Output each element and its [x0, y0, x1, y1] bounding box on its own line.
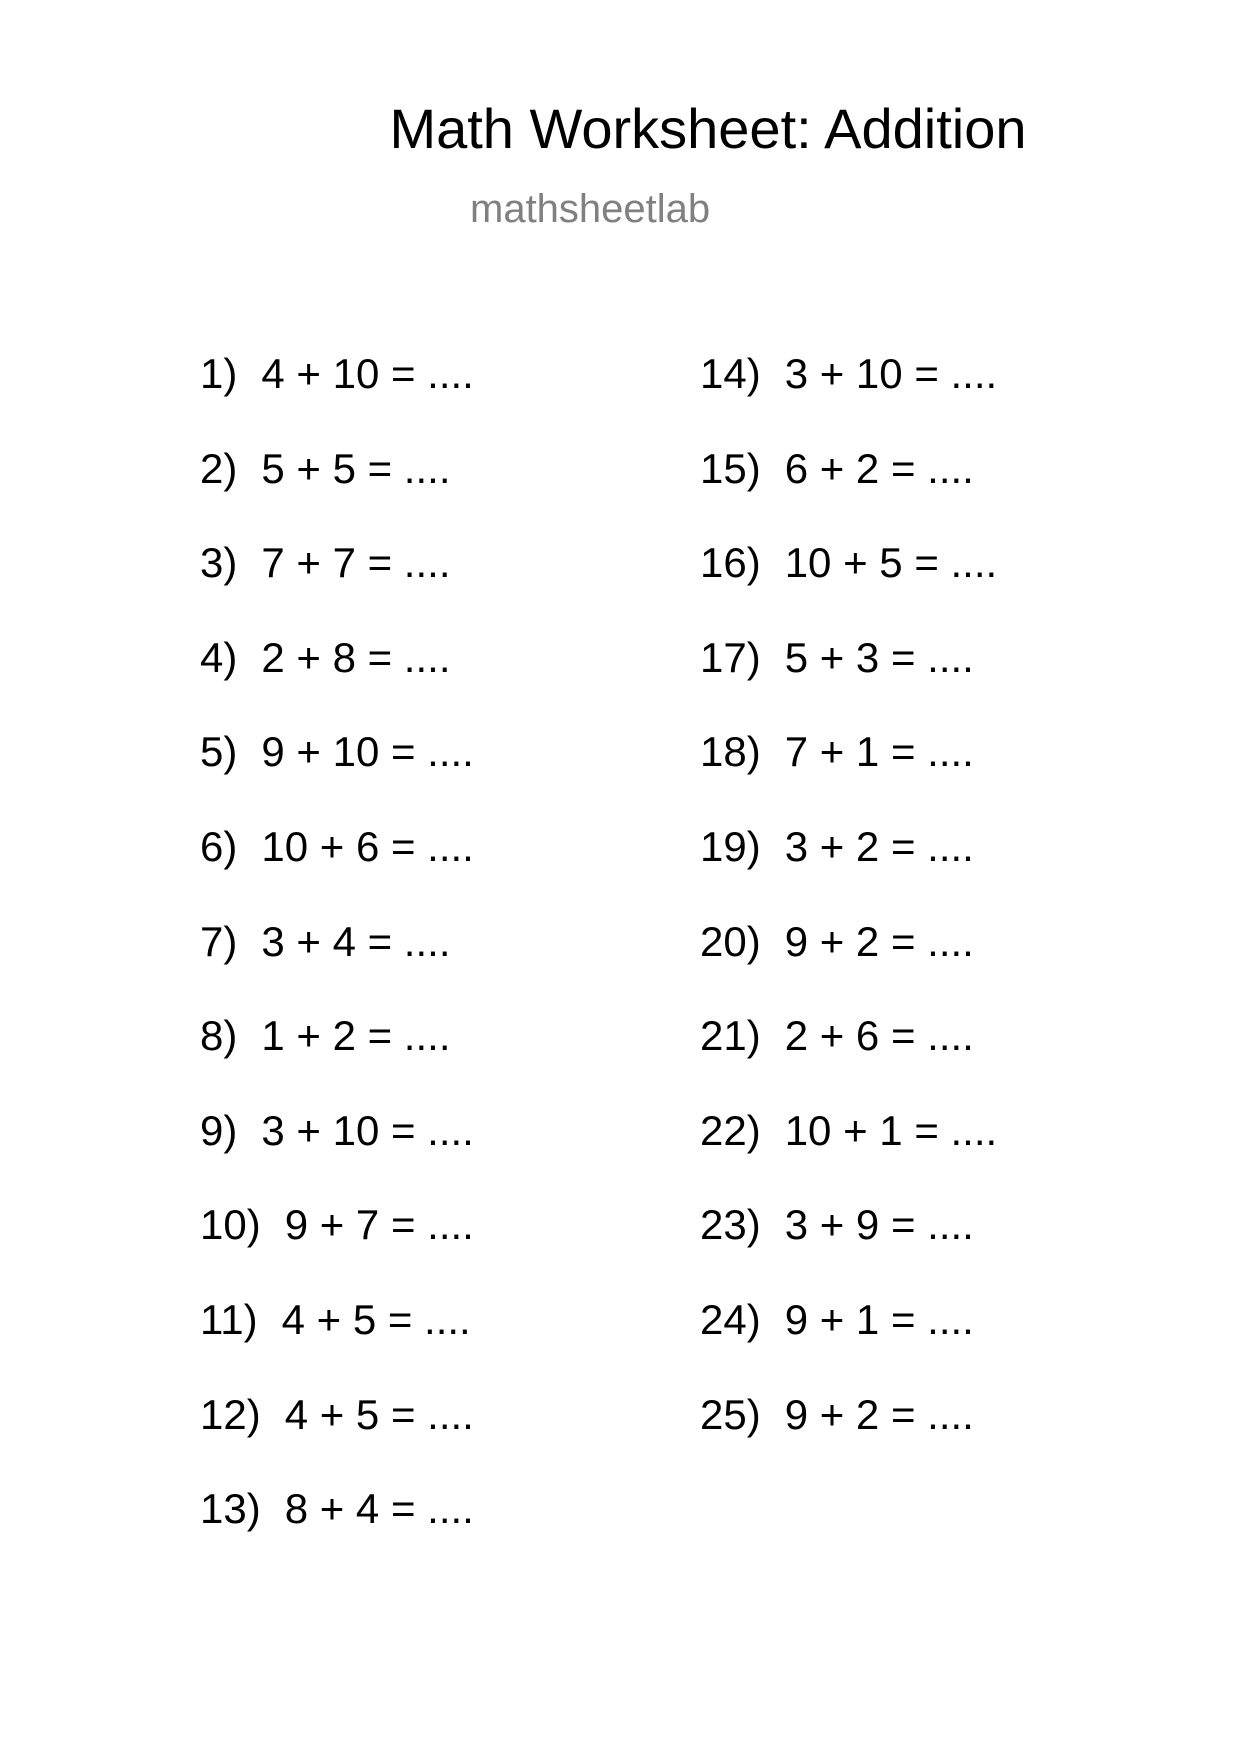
- problem-number: 20): [700, 917, 761, 965]
- problem-expression: 7 + 7 = ....: [261, 539, 451, 587]
- problem-number: 15): [700, 444, 761, 492]
- problem-expression: 1 + 2 = ....: [261, 1012, 451, 1060]
- problem-9: [200, 1107, 474, 1202]
- problem-14: [700, 350, 997, 445]
- problem-expression: 3 + 2 = ....: [784, 822, 974, 870]
- problem-number: 25): [700, 1390, 761, 1438]
- problem-expression: 4 + 5 = ....: [284, 1390, 474, 1438]
- problem-24: [700, 1296, 997, 1391]
- problem-expression: 9 + 2 = ....: [784, 1390, 974, 1438]
- problem-expression: 7 + 1 = ....: [784, 728, 974, 776]
- problem-19: [700, 823, 997, 918]
- problem-number: 14): [700, 350, 761, 397]
- problem-expression: 9 + 2 = ....: [784, 917, 974, 965]
- problem-expression: 3 + 4 = ....: [261, 917, 451, 965]
- problem-22: [700, 1107, 997, 1202]
- problem-number: 11): [200, 1295, 258, 1343]
- problem-7: [200, 918, 474, 1013]
- problem-number: 16): [700, 539, 761, 587]
- problem-17: [700, 634, 997, 729]
- problem-5: [200, 728, 474, 823]
- problem-number: 17): [700, 633, 761, 681]
- problem-number: 18): [700, 728, 761, 776]
- problems-column-left: [200, 350, 474, 1580]
- problem-expression: 8 + 4 = ....: [284, 1485, 474, 1533]
- problem-expression: 3 + 10 = ....: [784, 350, 998, 397]
- problem-15: [700, 445, 997, 540]
- problem-number: 13): [200, 1485, 261, 1533]
- problem-number: 5): [200, 728, 238, 776]
- problem-expression: 6 + 2 = ....: [784, 444, 974, 492]
- problems-column-right: [700, 350, 997, 1485]
- problem-number: 2): [200, 444, 238, 492]
- problem-number: 21): [700, 1012, 761, 1060]
- problem-number: 7): [200, 917, 238, 965]
- problem-6: [200, 823, 474, 918]
- problem-10: [200, 1201, 474, 1296]
- problem-expression: 5 + 5 = ....: [261, 444, 451, 492]
- problem-2: [200, 445, 474, 540]
- problem-expression: 2 + 6 = ....: [784, 1012, 974, 1060]
- problem-expression: 5 + 3 = ....: [784, 633, 974, 681]
- problem-20: [700, 918, 997, 1013]
- problem-expression: 10 + 6 = ....: [261, 822, 474, 870]
- problem-number: 9): [200, 1106, 238, 1154]
- problem-number: 6): [200, 822, 238, 870]
- problem-expression: 2 + 8 = ....: [261, 633, 451, 681]
- problem-number: 10): [200, 1201, 261, 1249]
- problem-21: [700, 1012, 997, 1107]
- problem-12: [200, 1391, 474, 1486]
- problem-expression: 10 + 5 = ....: [784, 539, 998, 587]
- problem-25: [700, 1391, 997, 1486]
- problem-expression: 9 + 7 = ....: [284, 1201, 474, 1249]
- problem-number: 3): [200, 539, 238, 587]
- problem-number: 4): [200, 633, 238, 681]
- problem-expression: 4 + 10 = ....: [261, 350, 474, 397]
- brand-name: mathsheetlab: [470, 187, 711, 231]
- problem-number: 19): [700, 822, 761, 870]
- problem-11: [200, 1296, 474, 1391]
- problem-3: [200, 539, 474, 634]
- problem-1: [200, 350, 474, 445]
- problem-expression: 3 + 9 = ....: [784, 1201, 974, 1249]
- problem-number: 22): [700, 1106, 761, 1154]
- problem-16: [700, 539, 997, 634]
- problem-4: [200, 634, 474, 729]
- problem-number: 23): [700, 1201, 761, 1249]
- problem-number: 12): [200, 1390, 261, 1438]
- problem-expression: 10 + 1 = ....: [784, 1106, 998, 1154]
- problem-18: [700, 728, 997, 823]
- problem-number: 24): [700, 1295, 761, 1343]
- problem-expression: 3 + 10 = ....: [261, 1106, 474, 1154]
- problem-number: 8): [200, 1012, 238, 1060]
- problem-expression: 9 + 10 = ....: [261, 728, 474, 776]
- problem-number: 1): [200, 350, 238, 397]
- problem-13: [200, 1485, 474, 1580]
- problem-expression: 4 + 5 = ....: [281, 1295, 471, 1343]
- problem-8: [200, 1012, 474, 1107]
- problem-expression: 9 + 1 = ....: [784, 1295, 974, 1343]
- worksheet-title: Math Worksheet: Addition: [389, 97, 1027, 160]
- problem-23: [700, 1201, 997, 1296]
